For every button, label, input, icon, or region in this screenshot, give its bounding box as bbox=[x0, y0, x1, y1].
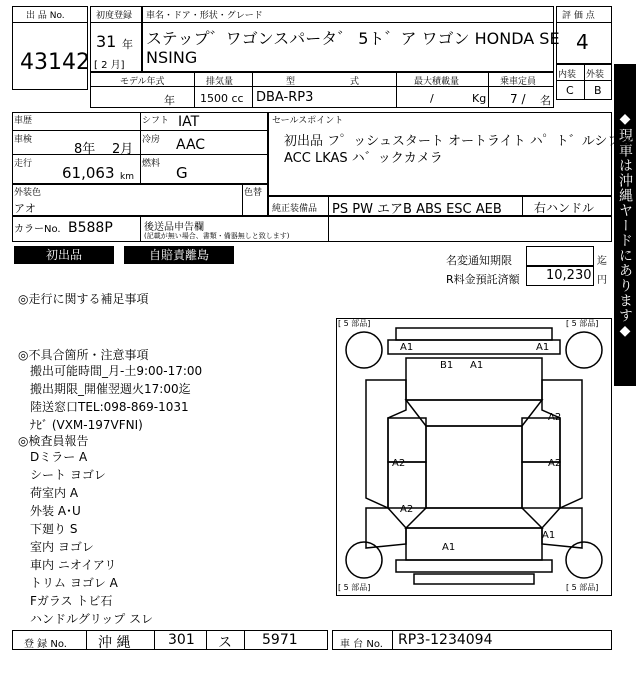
first-reg-month: [ 2 月] bbox=[94, 60, 125, 71]
mileage-label: 走行 bbox=[14, 159, 33, 169]
note-line: 搬出期限_開催翌週火17:00迄 bbox=[30, 382, 191, 396]
inspector-line: 下廻り S bbox=[30, 522, 78, 536]
interior-label: 内装 bbox=[558, 70, 577, 80]
lot-number: 43142 bbox=[20, 50, 90, 75]
model-year-label: モデル年式 bbox=[120, 77, 165, 87]
capacity-label: 乗車定員 bbox=[500, 77, 537, 87]
ac-label: 冷房 bbox=[142, 135, 161, 145]
tire-label-top-right: [ 5 部品] bbox=[566, 319, 599, 328]
model-year-unit: 年 bbox=[164, 94, 175, 107]
inspection-label: 車検 bbox=[14, 135, 33, 145]
docs-note: (記載が無い場合、書類・備器無しと致します) bbox=[144, 232, 290, 240]
inspector-line: トリム ヨゴレ A bbox=[30, 576, 118, 590]
rear-step bbox=[414, 574, 534, 584]
damage-mark: B1 bbox=[440, 360, 454, 371]
year-unit: 年 bbox=[122, 38, 133, 51]
inspector-header: ◎検査員報告 bbox=[18, 434, 89, 448]
sales-point-line2: ACC LKAS ハ゛ックカメラ bbox=[284, 151, 443, 166]
damage-mark: A1 bbox=[542, 530, 556, 541]
capacity-value: 7 / bbox=[510, 92, 526, 106]
defects-header: ◎不具合箇所・注意事項 bbox=[18, 348, 149, 362]
model-value: DBA-RP3 bbox=[256, 90, 314, 105]
tire-front-right bbox=[566, 332, 602, 368]
side-banner: ◆現車は沖縄ヤードにあります◆ bbox=[614, 64, 636, 386]
inspector-line: ハンドルグリップ スレ bbox=[30, 612, 154, 626]
inspector-line: 車内 ニオイアリ bbox=[30, 558, 117, 572]
inspector-line: Dミラー A bbox=[30, 450, 88, 464]
displacement-label: 排気量 bbox=[206, 77, 234, 87]
ext-color-label: 外装色 bbox=[14, 188, 42, 198]
sales-point-label: セールスポイント bbox=[272, 116, 344, 126]
damage-mark: A1 bbox=[470, 360, 484, 371]
first-reg-label: 初度登録 bbox=[96, 11, 133, 21]
left-front-door bbox=[388, 418, 426, 462]
color-no-label: カラーNo. bbox=[14, 224, 61, 235]
damage-mark: A2 bbox=[548, 412, 562, 423]
car-name-line1: ステップ゛ワゴンスパータ゛ 5ト゛ア ワゴン HONDA SE bbox=[146, 29, 560, 48]
recycle-unit: 円 bbox=[597, 275, 607, 286]
name-change-box bbox=[526, 246, 594, 266]
name-change-unit: 迄 bbox=[597, 256, 607, 267]
right-front-door bbox=[522, 418, 560, 462]
self-liability-badge: 自賠責離島 bbox=[124, 246, 234, 264]
max-load-unit: Kg bbox=[472, 92, 487, 105]
equipment-value: PS PW エアB ABS ESC AEB bbox=[332, 202, 502, 217]
color-no-value: B588P bbox=[68, 220, 113, 236]
reg-area: 沖 縄 bbox=[98, 635, 131, 651]
interior-grade: C bbox=[566, 84, 574, 97]
equipment-label: 純正装備品 bbox=[272, 204, 318, 214]
color-change-label: 色替 bbox=[244, 188, 263, 198]
fuel-label: 燃料 bbox=[142, 159, 161, 169]
fuel-value: G bbox=[176, 164, 188, 182]
chassis-number: RP3-1234094 bbox=[398, 632, 493, 648]
driving-notes-header: ◎走行に関する補足事項 bbox=[18, 292, 149, 306]
model-label: 型 bbox=[286, 77, 296, 87]
inspector-line: 室内 ヨゴレ bbox=[30, 540, 94, 554]
rear-window bbox=[406, 508, 542, 528]
max-load-slash: / bbox=[430, 92, 434, 105]
damage-mark: A1 bbox=[442, 542, 456, 553]
damage-mark: A1 bbox=[400, 342, 414, 353]
docs-label: 後送品申告欄 bbox=[144, 222, 204, 233]
car-name-label: 車名・ドア・形状・グレード bbox=[146, 11, 263, 21]
shift-label: シフト bbox=[142, 116, 170, 126]
sales-point-line1: 初出品 フ゜ッシュスタート オートライト ハ゜ト゛ルシフト bbox=[284, 134, 634, 149]
roof bbox=[426, 426, 522, 508]
front-bumper bbox=[396, 328, 552, 340]
damage-mark: A2 bbox=[400, 504, 414, 515]
car-name-line2: NSING bbox=[146, 48, 198, 67]
inspection-month: 2月 bbox=[112, 142, 134, 157]
tire-label-top-left: [ 5 部品] bbox=[338, 319, 371, 328]
lot-label: 出 品 No. bbox=[26, 11, 65, 21]
left-front-fender bbox=[366, 380, 406, 508]
exterior-grade: B bbox=[594, 84, 602, 97]
ext-color-value: アオ bbox=[14, 202, 36, 215]
ext-color-box bbox=[12, 184, 268, 216]
grade-label: 評 価 点 bbox=[562, 11, 595, 21]
note-line: 陸送窓口TEL:098-869-1031 bbox=[30, 400, 189, 414]
tire-front-left bbox=[346, 332, 382, 368]
grade-value: 4 bbox=[576, 30, 589, 54]
reg-label: 登 録 No. bbox=[24, 639, 67, 650]
chassis-label: 車 台 No. bbox=[340, 639, 383, 650]
rear-bumper bbox=[396, 560, 552, 572]
first-listing-badge: 初出品 bbox=[14, 246, 114, 264]
first-reg-year: 31 bbox=[96, 32, 117, 51]
steering-value: 右ハンドル bbox=[534, 201, 595, 215]
mileage-unit: km bbox=[120, 172, 134, 182]
reg-class: 301 bbox=[168, 632, 195, 648]
right-front-fender bbox=[542, 380, 582, 508]
inspector-line: 荷室内 A bbox=[30, 486, 79, 500]
damage-mark: A2 bbox=[392, 458, 406, 469]
max-load-label: 最大積載量 bbox=[414, 77, 460, 87]
tailgate bbox=[406, 528, 542, 560]
inspector-line: 外装 A･U bbox=[30, 504, 81, 518]
name-change-label: 名変通知期限 bbox=[446, 254, 512, 267]
recycle-fee: 10,230 bbox=[546, 268, 592, 283]
inspection-year: 8年 bbox=[74, 142, 96, 157]
reg-number: 5971 bbox=[262, 632, 298, 648]
shift-value: IAT bbox=[178, 114, 200, 130]
history-label: 車歴 bbox=[14, 116, 33, 126]
capacity-unit: 名 bbox=[540, 94, 551, 107]
inspector-line: シート ヨゴレ bbox=[30, 468, 106, 482]
reg-kana: ス bbox=[218, 635, 232, 651]
exterior-label: 外装 bbox=[586, 70, 605, 80]
tire-label-bottom-right: [ 5 部品] bbox=[566, 583, 599, 592]
front-grille bbox=[388, 340, 560, 354]
tire-label-bottom-left: [ 5 部品] bbox=[338, 583, 371, 592]
note-line: 搬出可能時間_月-土9:00-17:00 bbox=[30, 364, 203, 378]
ac-value: AAC bbox=[176, 137, 206, 153]
mileage-value: 61,063 bbox=[62, 164, 115, 182]
damage-mark: A1 bbox=[536, 342, 550, 353]
inspector-line: Fガラス トビ石 bbox=[30, 594, 113, 608]
displacement-value: 1500 cc bbox=[200, 92, 244, 105]
model-label-2: 式 bbox=[350, 77, 360, 87]
recycle-label: R料金預託済額 bbox=[446, 273, 520, 286]
right-rear-quarter bbox=[542, 508, 582, 548]
note-line: ﾅﾋﾞ (VXM-197VFNI) bbox=[30, 418, 143, 432]
damage-mark: A2 bbox=[548, 458, 562, 469]
